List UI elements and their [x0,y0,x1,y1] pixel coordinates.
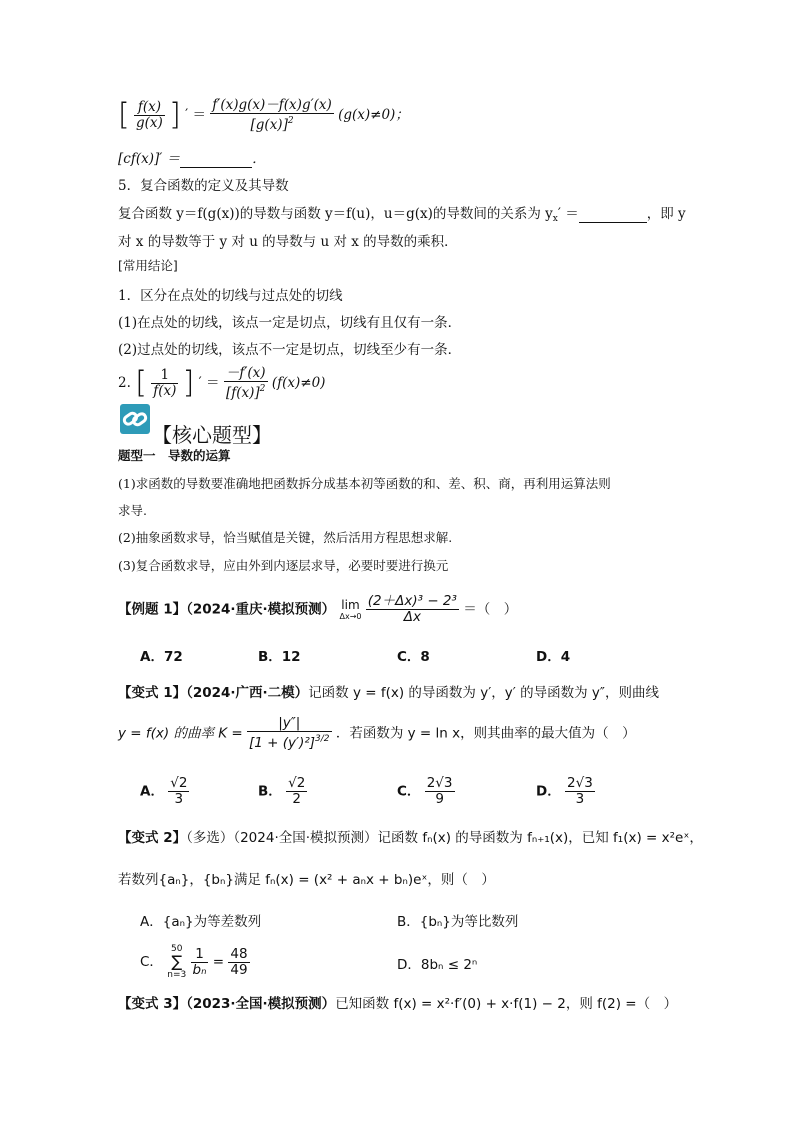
cf-rule: [cf(x)]′ ＝ ． [118,151,266,167]
example1-label: 【例题 1】 [118,601,187,618]
quotient-condition: (g(x)≠0)； [338,107,409,123]
conclusions-label: [常用结论] [118,258,178,273]
variant1-label: 【变式 1】 [118,685,187,701]
quotient-rhs-num: f′(x)g(x)－f(x)g′(x) [212,97,332,113]
core-p1b: 求导. [118,503,147,518]
quotient-lhs-num: f(x) [134,100,165,116]
type1-title: 题型一 导数的运算 [118,448,231,463]
variant1-option-d[interactable]: D． $\frac{2√3}{3}$ [536,775,593,807]
variant2-option-b[interactable]: B．{bₙ}为等比数列 [397,914,519,930]
example1-source: （2024·重庆·模拟预测） [186,601,336,618]
core-heading: 【核心题型】 [152,423,272,447]
variant1-option-b[interactable]: B． $\frac{√2}{2}$ [258,775,306,807]
variant1-line1: 【变式 1】（2024·广西·二模）记函数 y = f(x) 的导函数为 y′，y′ 的导函数为 y″，则曲线 [118,685,659,701]
variant2-option-a[interactable]: A．{aₙ}为等差数列 [140,914,262,930]
example1-option-c[interactable]: C．8 [397,649,430,665]
example1: 【例题 1】（2024·重庆·模拟预测） lim Δx→0 $\frac{\text{(2＋Δx)³ − 2³}}{\Delta x}$ ＝（ ） [118,593,518,625]
quotient-rule: [ $\frac{f(x)}{g(x)}$ ] ′ ＝ $\frac{f'(x)g(x)-f(x)g'(x)}{[g(x)]^2}$ (g(x)≠0)； [118,97,409,133]
conclusion-item1b: (2)过点处的切线，该点不一定是切点，切线至少有一条． [118,342,462,358]
sec5-title: 5．复合函数的定义及其导数 [118,178,289,194]
variant3-source: （2023·全国·模拟预测） [186,996,336,1012]
cf-rule-blank [180,151,252,168]
variant2-source: （多选）（2024·全国·模拟预测） [186,830,378,846]
variant2-line1: 【变式 2】（多选）（2024·全国·模拟预测）记函数 fₙ(x) 的导函数为 fₙ₊₁(x)，已知 f₁(x) = x²eˣ， [118,830,703,846]
variant2-option-c[interactable]: C． 50 ∑ n=3 $\frac{1}{\text{bₙ}}$ = $\frac{48}{49}$ [140,944,248,980]
variant2-line2: 若数列{aₙ}，{bₙ}满足 fₙ(x) = (x² + aₙx + bₙ)eˣ，则（ ） [118,872,495,888]
quotient-lhs-den: g(x) [136,115,163,131]
example1-option-d[interactable]: D．4 [536,649,571,665]
variant2-label: 【变式 2】 [118,830,187,846]
quotient-rhs-den: [g(x)] [250,117,288,133]
conclusion-item2: 2. [ $\frac{1}{f(x)}$ ] ′ ＝ $\frac{-f'(x)}{[f(x)]^2}$ (f(x)≠0) [118,365,326,401]
variant2-option-d[interactable]: D．8bₙ ≤ 2ⁿ [397,957,478,973]
example1-option-a[interactable]: A．72 [140,649,183,665]
variant1-line2: y = f(x) 的曲率 K = $\frac{|y''|}{[1 + (y')^2]^{3/2}}$ ．若函数为 y = ln x，则其曲率的最大值为（ ） [118,715,636,751]
sec5-line2: 对 x 的导数等于 y 对 u 的导数与 u 对 x 的导数的乘积． [118,234,458,250]
core-p2: (2)抽象函数求导，恰当赋值是关键，然后活用方程思想求解. [118,530,453,545]
variant3-label: 【变式 3】 [118,996,187,1012]
variant1-option-a[interactable]: A． $\frac{√2}{3}$ [140,775,188,807]
example1-option-b[interactable]: B．12 [258,649,301,665]
sec5-blank [579,206,647,223]
conclusion-item1: 1．区分在点处的切线与过点处的切线 [118,288,343,304]
variant1-source: （2024·广西·二模） [186,685,309,701]
variant1-option-c[interactable]: C． $\frac{2√3}{9}$ [397,775,453,807]
core-p3: (3)复合函数求导，应由外到内逐层求导，必要时要进行换元 [118,558,449,573]
sec5-line1: 复合函数 y＝f(g(x))的导数与函数 y＝f(u)，u＝g(x)的导数间的关系为 $y_x'$ ＝ ，即 y [118,206,686,224]
variant3: 【变式 3】（2023·全国·模拟预测）已知函数 f(x) = x²·f′(0) + x·f(1) − 2，则 f(2) =（ ） [118,996,678,1012]
chain-link-icon [120,404,150,434]
conclusion-item1a: (1)在点处的切线，该点一定是切点，切线有且仅有一条． [118,315,462,331]
core-p1: (1)求函数的导数要准确地把函数拆分成基本初等函数的和、差、积、商，再利用运算法则 [118,476,611,491]
